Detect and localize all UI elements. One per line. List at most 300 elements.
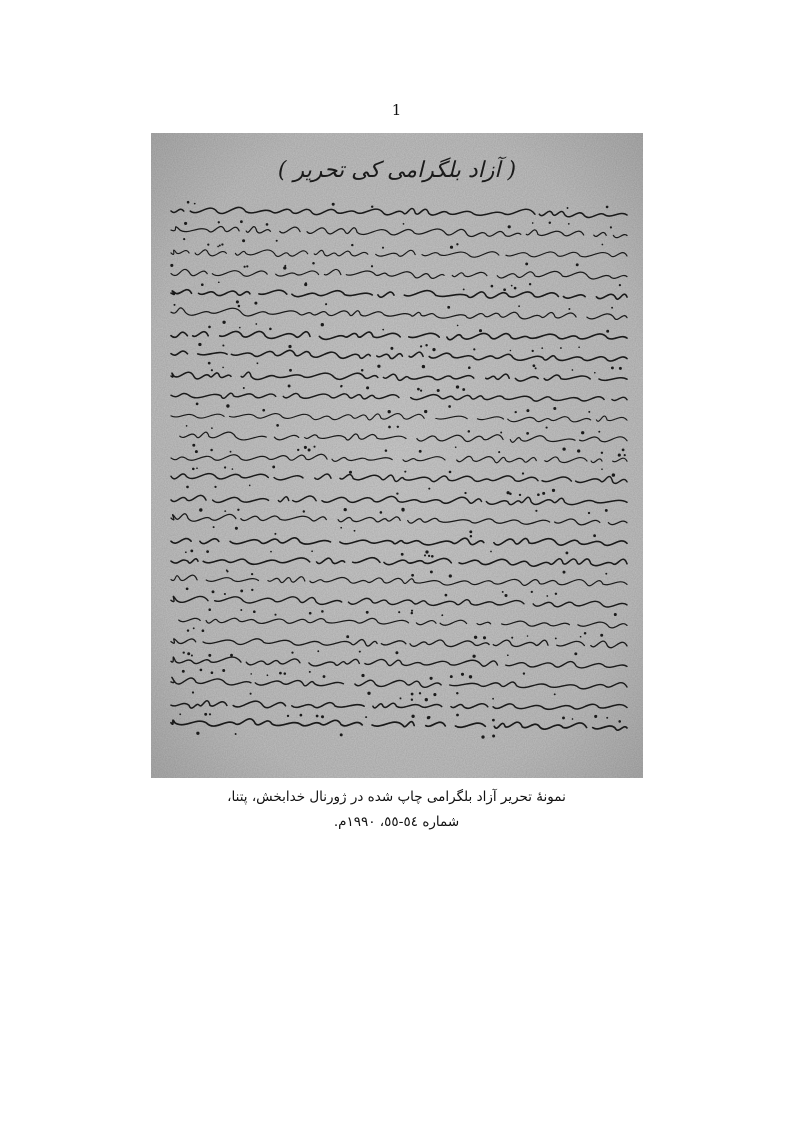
script-dot: [214, 486, 216, 488]
script-dot: [555, 637, 557, 639]
script-dot: [232, 468, 234, 470]
script-dot: [321, 610, 324, 613]
script-dot: [532, 222, 534, 224]
script-dot: [432, 348, 435, 351]
script-dot: [420, 345, 422, 347]
script-dot: [562, 716, 565, 719]
script-dot: [430, 570, 433, 573]
script-dot: [238, 305, 241, 308]
script-dot: [605, 573, 607, 575]
script-dot: [581, 431, 584, 434]
script-dot: [276, 240, 278, 242]
script-dot: [332, 203, 335, 206]
script-dot: [463, 288, 465, 290]
script-dot: [192, 444, 195, 447]
script-dot: [427, 716, 430, 719]
script-dot: [235, 733, 237, 735]
script-dot: [594, 372, 596, 374]
script-dot: [309, 612, 312, 615]
script-dot: [511, 285, 513, 287]
script-dot: [430, 677, 433, 680]
script-dot: [610, 226, 612, 228]
script-dot: [195, 450, 198, 453]
script-dot: [468, 430, 471, 433]
script-dot: [249, 485, 251, 487]
script-dot: [457, 325, 459, 327]
script-dot: [243, 387, 245, 389]
script-dot: [346, 635, 349, 638]
script-dot: [574, 652, 577, 655]
script-dot: [425, 344, 427, 346]
script-dot: [411, 693, 414, 696]
script-dot: [250, 673, 252, 675]
script-dot: [469, 530, 472, 533]
script-dot: [611, 307, 613, 309]
script-dot: [593, 534, 596, 537]
script-dot: [424, 410, 427, 413]
script-dot: [284, 672, 287, 675]
script-dot: [242, 239, 245, 242]
script-dot: [276, 424, 279, 427]
script-dot: [239, 327, 241, 329]
script-dot: [469, 675, 472, 678]
script-dot: [398, 611, 400, 613]
script-dot: [514, 287, 517, 290]
script-dot: [388, 426, 391, 429]
script-dot: [411, 574, 414, 577]
script-dot: [428, 488, 430, 490]
script-dot: [473, 348, 475, 350]
script-dot: [428, 555, 430, 557]
script-dot: [492, 698, 494, 700]
script-dot: [366, 611, 369, 614]
script-dot: [555, 593, 557, 595]
script-dot: [206, 550, 209, 553]
script-dot: [568, 223, 570, 225]
script-dot: [537, 493, 540, 496]
script-dot: [600, 634, 603, 637]
script-dot: [420, 389, 422, 391]
script-dot: [546, 427, 548, 429]
script-dot: [192, 691, 194, 693]
script-dot: [254, 302, 257, 305]
script-dot: [541, 347, 543, 349]
script-dot: [210, 449, 213, 452]
script-dot: [288, 345, 291, 348]
script-dot: [448, 405, 451, 408]
script-dot: [323, 675, 326, 678]
script-dot: [618, 720, 621, 723]
script-dot: [568, 308, 570, 310]
script-dot: [198, 343, 201, 346]
script-dot: [309, 671, 311, 673]
script-dot: [529, 283, 531, 285]
script-dot: [456, 692, 458, 694]
script-dot: [221, 243, 223, 245]
script-dot: [283, 266, 286, 269]
script-dot: [313, 446, 315, 448]
script-dot: [588, 512, 590, 514]
script-dot: [303, 510, 305, 512]
script-dot: [511, 637, 513, 639]
script-dot: [515, 411, 517, 413]
script-dot: [572, 718, 574, 720]
script-dot: [222, 669, 225, 672]
script-dot: [565, 551, 568, 554]
script-dot: [509, 492, 512, 495]
caption-line-2: شماره ٥٤-٥٥، ۱۹۹۰م.: [333, 814, 460, 830]
script-dot: [445, 594, 448, 597]
script-dot: [300, 714, 303, 717]
script-dot: [594, 715, 597, 718]
script-dot: [563, 571, 566, 574]
script-dot: [230, 451, 232, 453]
script-dot: [531, 591, 533, 593]
script-dot: [209, 713, 211, 715]
script-dot: [289, 369, 292, 372]
script-dot: [425, 698, 428, 701]
script-dot: [202, 629, 205, 632]
script-dot: [269, 328, 272, 331]
script-dot: [186, 587, 189, 590]
script-dot: [533, 364, 536, 367]
script-dot: [267, 674, 269, 676]
script-dot: [525, 262, 528, 265]
script-dot: [199, 508, 202, 511]
script-dot: [510, 350, 512, 352]
script-dot: [606, 206, 609, 209]
script-dot: [262, 409, 265, 412]
script-dot: [385, 449, 388, 452]
script-dot: [183, 238, 185, 240]
script-dot: [479, 329, 482, 332]
script-dot: [611, 366, 614, 369]
script-dot: [192, 468, 195, 471]
script-dot: [503, 288, 506, 291]
script-dot: [359, 651, 361, 653]
script-dot: [598, 431, 600, 433]
script-dot: [449, 574, 452, 577]
script-dot: [211, 671, 214, 674]
script-dot: [190, 549, 193, 552]
script-dot: [193, 627, 195, 629]
script-dot: [483, 636, 486, 639]
script-dot: [462, 388, 465, 391]
script-dot: [567, 207, 569, 209]
script-dot: [526, 409, 529, 412]
script-dot: [402, 509, 405, 512]
script-dot: [251, 589, 253, 591]
script-dot: [340, 733, 343, 736]
script-dot: [354, 530, 356, 532]
script-dot: [380, 511, 383, 514]
script-dot: [236, 300, 239, 303]
script-dot: [577, 449, 580, 452]
script-dot: [218, 221, 220, 223]
script-dot: [614, 613, 617, 616]
script-dot: [612, 473, 615, 476]
script-dot: [371, 205, 373, 207]
script-dot: [526, 432, 529, 435]
script-dot: [546, 595, 548, 597]
script-dot: [527, 635, 529, 637]
script-dot: [224, 466, 226, 468]
script-dot: [317, 650, 319, 652]
script-dot: [606, 330, 609, 333]
script-dot: [395, 651, 398, 654]
script-dot: [535, 367, 537, 369]
script-dot: [196, 467, 198, 469]
script-dot: [316, 715, 319, 718]
script-dot: [251, 573, 253, 575]
script-dot: [200, 669, 203, 672]
script-dot: [560, 347, 562, 349]
script-dot: [321, 323, 324, 326]
script-dot: [535, 510, 537, 512]
script-dot: [431, 555, 434, 558]
script-dot: [472, 655, 475, 658]
script-dot: [552, 489, 555, 492]
script-dot: [226, 404, 229, 407]
script-dot: [422, 365, 425, 368]
script-dot: [284, 265, 286, 267]
script-dot: [222, 367, 224, 369]
script-dot: [287, 715, 289, 717]
script-dot: [606, 717, 608, 719]
script-dot: [274, 614, 276, 616]
manuscript-title: ( آزاد بلگرامی کی تحریر ): [277, 158, 517, 183]
script-dot: [519, 494, 521, 496]
script-dot: [602, 244, 604, 246]
script-dot: [237, 509, 239, 511]
script-dot: [240, 589, 243, 592]
script-dot: [211, 427, 213, 429]
script-dot: [492, 719, 495, 722]
script-dot: [183, 651, 185, 653]
script-dot: [222, 344, 224, 346]
script-dot: [340, 527, 342, 529]
script-dot: [230, 654, 233, 657]
script-dot: [388, 410, 391, 413]
script-dot: [253, 610, 256, 613]
script-dot: [401, 553, 404, 556]
script-dot: [522, 472, 524, 474]
script-dot: [542, 492, 545, 495]
script-dot: [549, 222, 551, 224]
script-dot: [235, 527, 238, 530]
script-dot: [450, 675, 453, 678]
script-dot: [246, 265, 248, 267]
script-dot: [186, 425, 188, 427]
script-dot: [366, 386, 369, 389]
script-dot: [456, 714, 459, 717]
script-dot: [523, 672, 525, 674]
script-dot: [194, 203, 196, 205]
script-dot: [240, 609, 242, 611]
script-dot: [404, 471, 406, 473]
script-dot: [266, 223, 269, 226]
script-dot: [173, 304, 175, 306]
script-dot: [455, 446, 457, 448]
script-dot: [417, 388, 420, 391]
script-dot: [468, 366, 471, 369]
caption: [150, 785, 643, 835]
manuscript-image: [151, 133, 643, 778]
script-dot: [424, 554, 426, 556]
script-dot: [622, 449, 625, 452]
script-dot: [321, 715, 324, 718]
script-dot: [208, 654, 211, 657]
script-dot: [502, 591, 504, 593]
script-dot: [291, 652, 293, 654]
script-dot: [187, 201, 190, 204]
script-dot: [201, 283, 204, 286]
script-dot: [619, 284, 621, 286]
script-dot: [184, 222, 187, 225]
script-dot: [288, 385, 291, 388]
script-dot: [217, 246, 219, 248]
script-dot: [580, 636, 582, 638]
script-dot: [224, 593, 226, 595]
script-dot: [351, 244, 353, 246]
script-dot: [500, 432, 502, 434]
script-dot: [377, 365, 380, 368]
script-dot: [365, 716, 367, 718]
script-dot: [461, 673, 464, 676]
script-dot: [419, 692, 421, 694]
script-dot: [464, 492, 466, 494]
script-dot: [244, 266, 246, 268]
script-dot: [187, 652, 190, 655]
script-dot: [304, 283, 307, 286]
script-dot: [382, 247, 384, 249]
script-dot: [481, 735, 484, 738]
script-dot: [562, 447, 565, 450]
script-dot: [218, 281, 220, 283]
script-dot: [578, 346, 580, 348]
script-dot: [311, 550, 313, 552]
script-dot: [255, 323, 257, 325]
script-dot: [367, 692, 370, 695]
script-dot: [312, 262, 315, 265]
script-dot: [504, 594, 507, 597]
script-dot: [450, 246, 453, 249]
script-dot: [182, 670, 185, 673]
script-dot: [491, 285, 494, 288]
script-dot: [274, 533, 276, 535]
script-dot: [532, 350, 534, 352]
script-dot: [411, 612, 413, 614]
script-dot: [208, 362, 211, 365]
page-number: 1: [391, 101, 402, 119]
script-dot: [222, 321, 225, 324]
script-dot: [419, 450, 422, 453]
script-dot: [170, 264, 173, 267]
script-dot: [619, 367, 622, 370]
script-dot: [224, 510, 226, 512]
script-dot: [186, 486, 189, 489]
script-dot: [618, 454, 621, 457]
script-dot: [208, 326, 211, 329]
script-dot: [601, 452, 603, 454]
script-dot: [403, 223, 405, 225]
script-dot: [605, 509, 608, 512]
script-dot: [208, 608, 211, 611]
script-dot: [382, 329, 384, 331]
script-dot: [185, 551, 187, 553]
script-dot: [588, 411, 590, 413]
caption-line-1: نمونهٔ تحریر آزاد بلگرامی چاپ شده در ژورنال خدابخش، پتنا،: [227, 789, 566, 805]
script-dot: [411, 610, 413, 612]
script-dot: [601, 468, 603, 470]
script-dot: [361, 369, 364, 372]
script-dot: [211, 369, 213, 371]
script-dot: [507, 654, 509, 656]
script-dot: [270, 551, 272, 553]
script-dot: [240, 220, 243, 223]
script-dot: [411, 698, 413, 700]
script-dot: [390, 347, 393, 350]
script-dot: [191, 654, 193, 656]
script-dot: [449, 471, 452, 474]
script-dot: [554, 693, 556, 695]
script-dot: [325, 303, 327, 305]
script-dot: [250, 693, 252, 695]
script-dot: [396, 492, 398, 494]
script-dot: [219, 245, 221, 247]
script-dot: [226, 569, 228, 571]
script-dot: [411, 715, 414, 718]
script-dot: [492, 735, 495, 738]
script-dot: [179, 713, 181, 715]
script-dot: [584, 632, 587, 635]
script-dot: [279, 672, 282, 675]
script-dot: [297, 449, 299, 451]
script-dot: [498, 451, 500, 453]
script-dot: [433, 693, 436, 696]
script-dot: [212, 590, 215, 593]
script-dot: [304, 446, 307, 449]
script-dot: [474, 636, 477, 639]
script-dot: [470, 535, 472, 537]
script-dot: [518, 305, 520, 307]
script-dot: [572, 369, 574, 371]
script-dot: [400, 697, 402, 699]
script-dot: [425, 550, 428, 553]
script-dot: [441, 614, 443, 616]
script-dot: [456, 243, 458, 245]
script-dot: [576, 263, 579, 266]
script-dot: [207, 244, 209, 246]
script-dot: [196, 403, 199, 406]
script-dot: [361, 674, 364, 677]
script-dot: [456, 385, 459, 388]
script-dot: [187, 629, 189, 631]
script-dot: [349, 471, 352, 474]
script-dot: [344, 508, 347, 511]
script-dot: [397, 426, 399, 428]
script-dot: [196, 732, 199, 735]
script-dot: [624, 454, 626, 456]
script-dot: [437, 389, 440, 392]
script-dot: [257, 362, 259, 364]
script-dot: [447, 306, 450, 309]
script-dot: [508, 225, 511, 228]
script-dot: [553, 407, 556, 410]
script-dot: [308, 449, 311, 452]
script-dot: [272, 465, 275, 468]
script-dot: [371, 265, 373, 267]
